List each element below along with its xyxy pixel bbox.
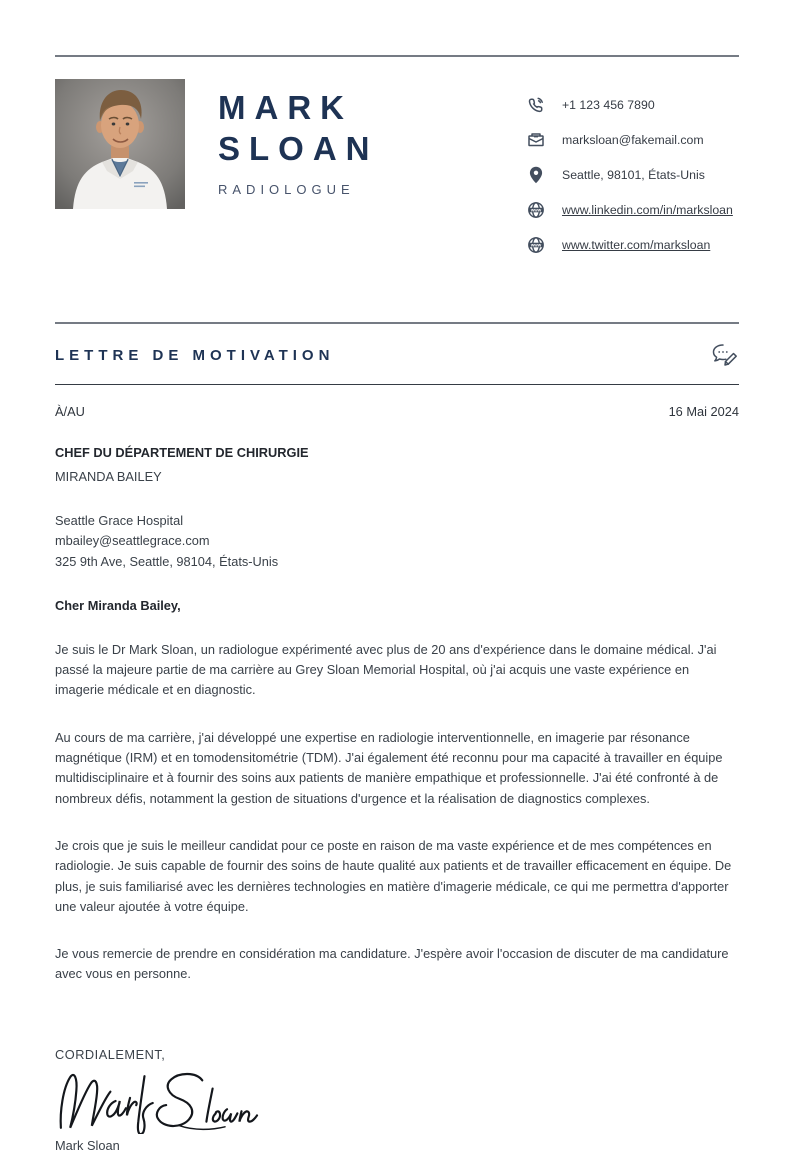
closing-line: CORDIALEMENT,: [55, 1046, 166, 1062]
name-last: SLOAN: [218, 130, 379, 167]
phone-icon: [526, 95, 546, 115]
location-text: Seattle, 98101, États-Unis: [562, 167, 705, 182]
email-icon: [526, 130, 546, 150]
paragraph-1: Je suis le Dr Mark Sloan, un radiologue expérimenté avec plus de 20 ans d'expérience dans le domaine médical. J'ai passé la majeure partie de ma carrière au Grey Sloan Memorial Hospital, où j'ai acquis une vaste expérience en imagerie médicale et en diagnostic.: [55, 641, 717, 698]
signature-image: [55, 1070, 267, 1134]
top-divider: [55, 55, 739, 57]
section-title: LETTRE DE MOTIVATION: [55, 346, 335, 364]
letter-date: 16 Mai 2024: [668, 404, 739, 419]
recipient-details: [55, 511, 739, 572]
globe-icon: [526, 200, 546, 220]
contact-email: [526, 130, 739, 150]
name-block: [218, 79, 379, 197]
job-title: RADIOLOGUE: [218, 182, 355, 197]
linkedin-link[interactable]: www.linkedin.com/in/marksloan: [562, 202, 733, 217]
to-date-row: [55, 404, 739, 419]
salutation: Cher Miranda Bailey,: [55, 597, 181, 613]
contact-list: [526, 79, 739, 270]
contact-location: [526, 165, 739, 185]
profile-photo: [55, 79, 185, 209]
location-icon: [526, 165, 546, 185]
header: [55, 79, 739, 270]
letter-page: [0, 55, 794, 1175]
recipient-title: CHEF DU DÉPARTEMENT DE CHIRURGIE: [55, 445, 309, 460]
recipient-address: 325 9th Ave, Seattle, 98104, États-Unis: [55, 553, 279, 569]
section-header: [55, 322, 739, 385]
svg-text:www: www: [530, 242, 542, 248]
recipient-org: Seattle Grace Hospital: [55, 513, 184, 528]
svg-text:www: www: [530, 207, 542, 213]
contact-linkedin: [526, 200, 739, 220]
chat-pen-icon: [711, 342, 739, 368]
twitter-link[interactable]: www.twitter.com/marksloan: [562, 237, 711, 252]
phone-number: +1 123 456 7890: [562, 97, 655, 112]
paragraph-4: Je vous remercie de prendre en considération ma candidature. J'espère avoir l'occasion de discuter de ma candidature avec vous en personne.: [55, 946, 729, 982]
name-first: MARK: [218, 89, 353, 126]
contact-twitter: [526, 235, 739, 255]
contact-phone: [526, 95, 739, 115]
recipient-email: mbailey@seattlegrace.com: [55, 533, 210, 549]
globe-icon: [526, 235, 546, 255]
paragraph-2: Au cours de ma carrière, j'ai développé une expertise en radiologie interventionnelle, en imagerie par résonance magnétique (IRM) et en tomodensitométrie (TDM). J'ai également été reconnu pour ma capacité à travailler en équipe multidisciplinaire et à fournir des soins aux patients de manière empathique et professionnelle. J'ai été confronté à de nombreux défis, notamment la gestion de situations d'urgence et la réalisation de diagnostics complexes.: [55, 729, 723, 806]
email-address: marksloan@fakemail.com: [562, 132, 704, 147]
to-label: À/AU: [55, 404, 85, 419]
paragraph-3: Je crois que je suis le meilleur candidat pour ce poste en raison de ma vaste expérience et de mes compétences en radiologie. Je suis capable de fournir des soins de haute qualité aux patients et de travailler efficacement en équipe. De plus, je suis familiarisé avec les dernières technologies en matière d'imagerie médicale, ce qui me permettra d'apporter une valeur ajoutée à votre équipe.: [55, 837, 732, 914]
recipient-name: MIRANDA BAILEY: [55, 469, 162, 484]
signer-name: Mark Sloan: [55, 1137, 120, 1153]
